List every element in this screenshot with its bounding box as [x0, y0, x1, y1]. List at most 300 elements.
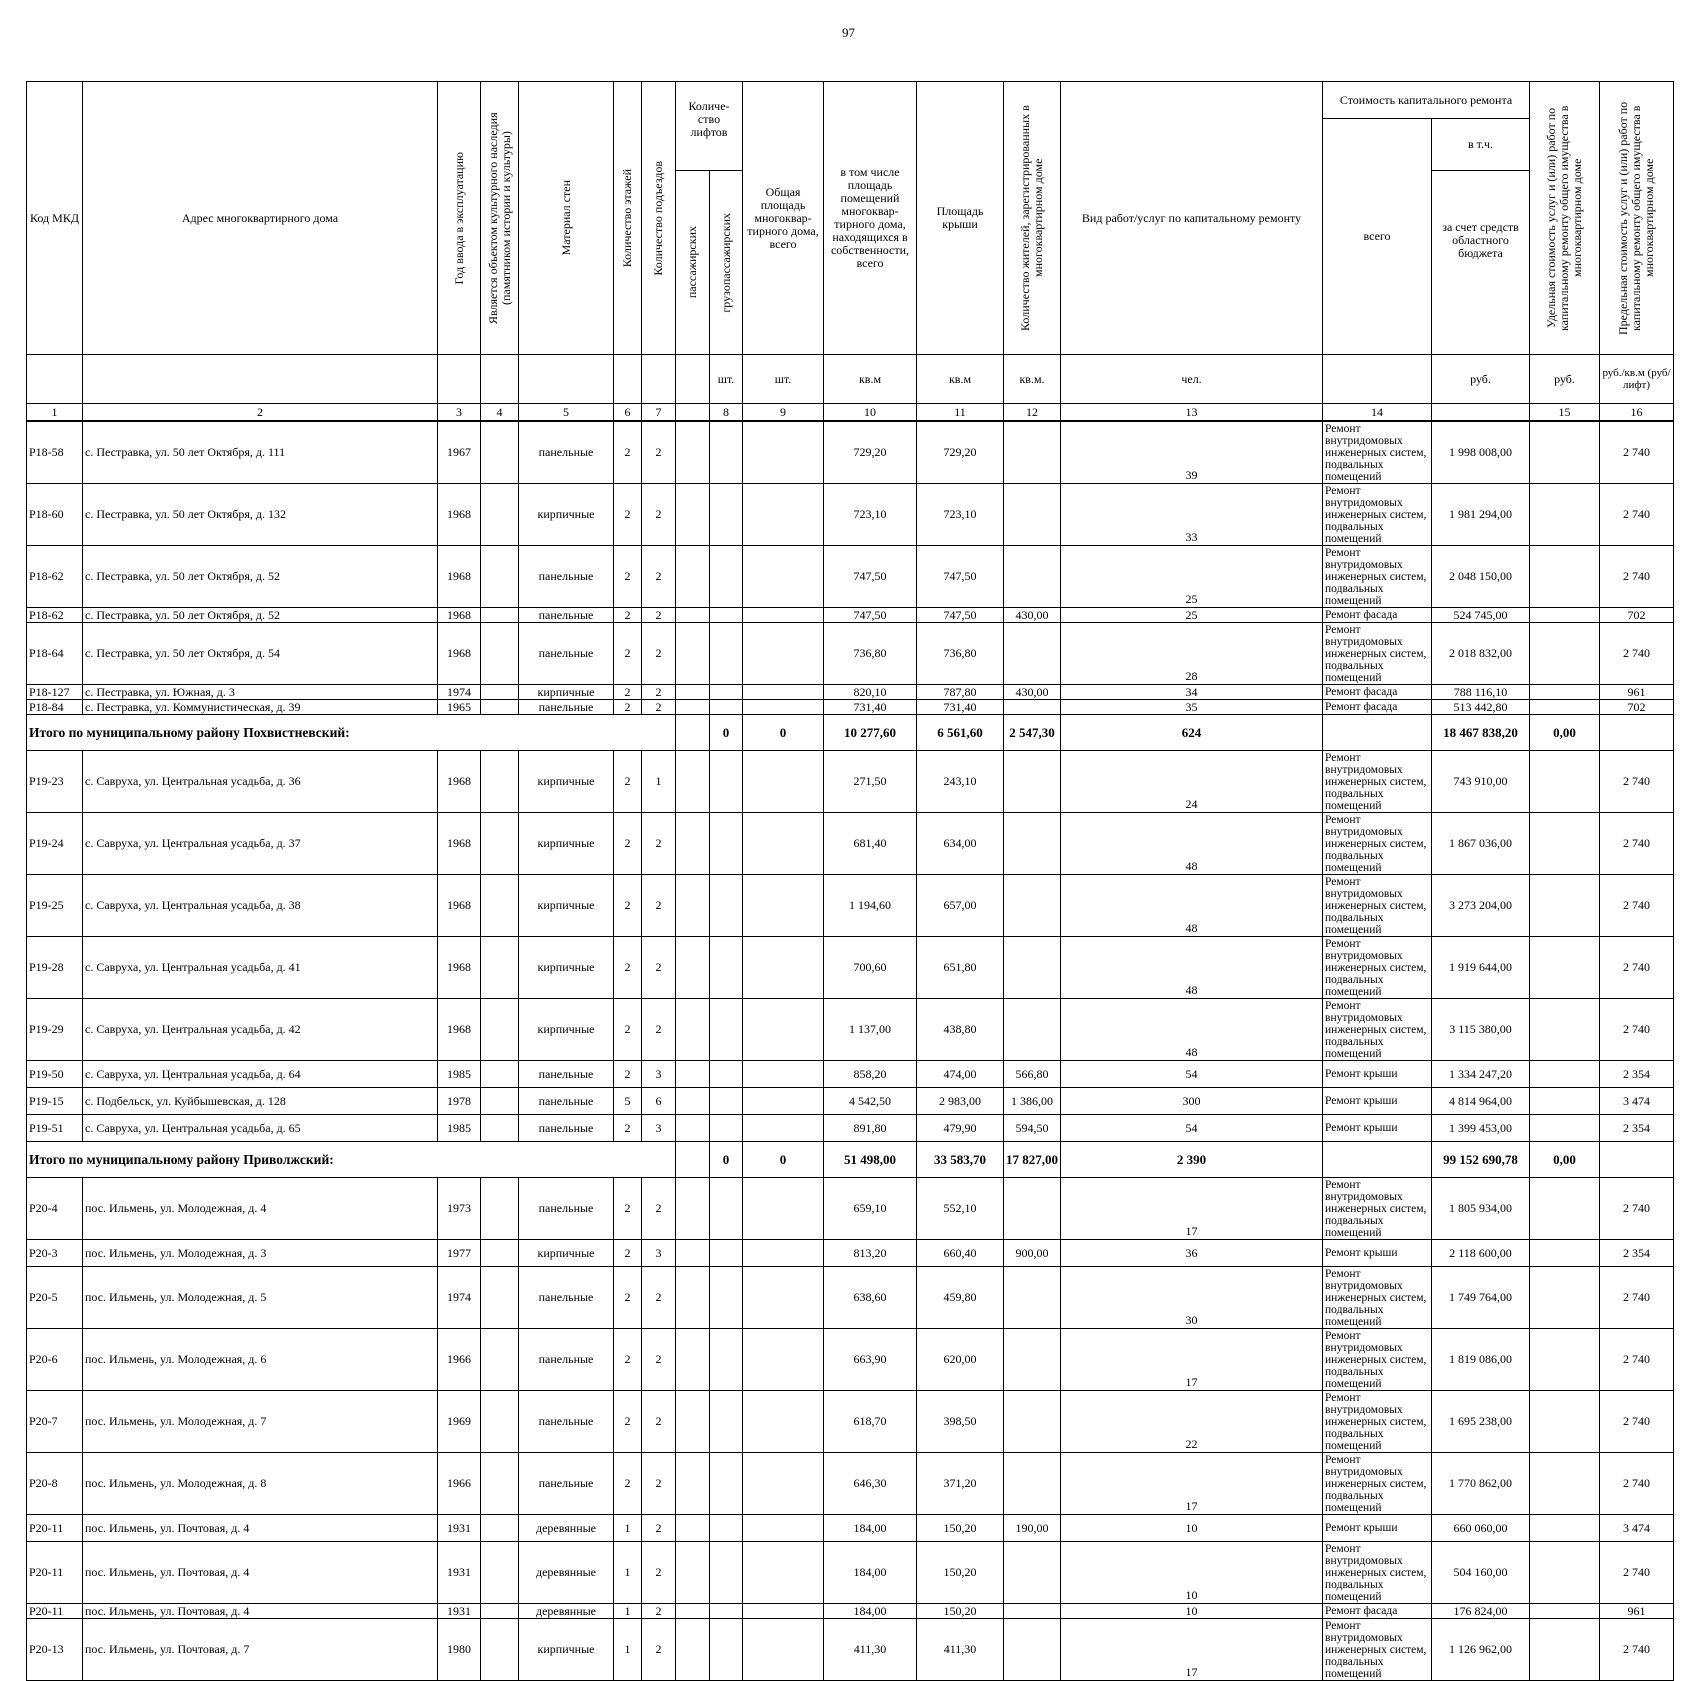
row-roof-area [1004, 1619, 1061, 1681]
row-lifts-pass [710, 421, 743, 484]
row-code: Р20-11 [27, 1515, 83, 1542]
subtotal-total-area: 10 277,60 [824, 715, 917, 751]
row-cost: 1 981 294,00 [1432, 484, 1530, 546]
row-work: Ремонт внутридомовых инженерных систем, подвальных помещений [1323, 751, 1432, 813]
row-year: 1965 [438, 700, 481, 715]
table-row [27, 1515, 1674, 1542]
table-header [27, 82, 1674, 422]
row-regional [1530, 1453, 1600, 1515]
row-cost: 788 116,10 [1432, 685, 1530, 700]
row-floors: 2 [614, 1061, 642, 1088]
subtotal-lifts-pass: 0 [710, 1142, 743, 1178]
header-lifts-passenger: пассажирских [676, 171, 710, 355]
row-cost: 743 910,00 [1432, 751, 1530, 813]
row-floors: 2 [614, 1329, 642, 1391]
row-address: пос. Ильмень, ул. Молодежная, д. 3 [83, 1240, 438, 1267]
row-address: с. Пестравка, ул. 50 лет Октября, д. 54 [83, 623, 438, 685]
header-cost: Стоимость капитального ремонта [1323, 82, 1530, 119]
row-residents: 30 [1061, 1267, 1323, 1329]
table-row [27, 1542, 1674, 1604]
row-work: Ремонт внутридомовых инженерных систем, подвальных помещений [1323, 937, 1432, 999]
table-row [27, 608, 1674, 623]
row-entrances: 1 [642, 751, 676, 813]
row-wall: панельные [519, 1115, 614, 1142]
row-heritage [481, 1088, 519, 1115]
row-entrances: 2 [642, 1329, 676, 1391]
row-unit-cost: 2 740 [1600, 421, 1674, 484]
header-unit-cost: Удельная стоимость услуг и (или) работ по капитальному ремонту общего имущества в многоквартирном доме [1530, 82, 1600, 355]
row-heritage [481, 1178, 519, 1240]
row-heritage [481, 1267, 519, 1329]
row-unit-cost: 2 354 [1600, 1061, 1674, 1088]
row-work: Ремонт фасада [1323, 700, 1432, 715]
row-total-area: 618,70 [824, 1391, 917, 1453]
table-row [27, 1267, 1674, 1329]
row-unit-cost: 2 740 [1600, 484, 1674, 546]
row-total-area: 729,20 [824, 421, 917, 484]
row-regional [1530, 999, 1600, 1061]
row-year: 1968 [438, 608, 481, 623]
row-address: с. Савруха, ул. Центральная усадьба, д. 65 [83, 1115, 438, 1142]
table-row [27, 999, 1674, 1061]
row-address: с. Пестравка, ул. 50 лет Октября, д. 52 [83, 546, 438, 608]
row-total-area: 4 542,50 [824, 1088, 917, 1115]
row-unit-cost: 702 [1600, 608, 1674, 623]
row-regional [1530, 1515, 1600, 1542]
table-row [27, 813, 1674, 875]
row-wall: кирпичные [519, 937, 614, 999]
subtotal-regional: 0,00 [1530, 715, 1600, 751]
row-entrances: 2 [642, 1515, 676, 1542]
row-total-area: 1 137,00 [824, 999, 917, 1061]
row-roof-area [1004, 1391, 1061, 1453]
row-work: Ремонт внутридомовых инженерных систем, подвальных помещений [1323, 1267, 1432, 1329]
row-code: Р18-64 [27, 623, 83, 685]
row-floors: 2 [614, 875, 642, 937]
row-total-area: 858,20 [824, 1061, 917, 1088]
row-lifts-cargo [743, 875, 824, 937]
row-year: 1966 [438, 1453, 481, 1515]
row-lifts-pass [710, 1619, 743, 1681]
row-lifts-pass [710, 623, 743, 685]
row-lifts-pass [710, 1267, 743, 1329]
row-work: Ремонт внутридомовых инженерных систем, подвальных помещений [1323, 1178, 1432, 1240]
row-regional [1530, 1267, 1600, 1329]
table-row [27, 751, 1674, 813]
row-lifts-cargo [743, 546, 824, 608]
row-floors: 2 [614, 1453, 642, 1515]
row-owned-area: 479,90 [917, 1115, 1004, 1142]
row-regional [1530, 484, 1600, 546]
row-heritage [481, 1240, 519, 1267]
row-total-area: 736,80 [824, 623, 917, 685]
row-year: 1985 [438, 1061, 481, 1088]
row-heritage [481, 1542, 519, 1604]
row-owned-area: 150,20 [917, 1542, 1004, 1604]
row-unit-cost: 2 740 [1600, 999, 1674, 1061]
row-cost: 1 126 962,00 [1432, 1619, 1530, 1681]
row-unit-cost: 2 740 [1600, 937, 1674, 999]
row-roof-area [1004, 546, 1061, 608]
row-floors: 2 [614, 999, 642, 1061]
unit-cost-total: руб. [1432, 355, 1530, 404]
row-owned-area: 787,80 [917, 685, 1004, 700]
row-wall: панельные [519, 700, 614, 715]
row-entrances: 2 [642, 1619, 676, 1681]
row-owned-area: 660,40 [917, 1240, 1004, 1267]
header-address: Адрес многоквартирного дома [83, 82, 438, 355]
row-heritage [481, 875, 519, 937]
row-owned-area: 474,00 [917, 1061, 1004, 1088]
row-residents: 28 [1061, 623, 1323, 685]
row-work: Ремонт внутридомовых инженерных систем, подвальных помещений [1323, 546, 1432, 608]
subtotal-cost: 99 152 690,78 [1432, 1142, 1530, 1178]
row-total-area: 1 194,60 [824, 875, 917, 937]
row-lifts-cargo [743, 685, 824, 700]
row-entrances: 2 [642, 813, 676, 875]
row-total-area: 638,60 [824, 1267, 917, 1329]
row-cost: 2 118 600,00 [1432, 1240, 1530, 1267]
row-unit-cost: 2 354 [1600, 1115, 1674, 1142]
row-roof-area [1004, 813, 1061, 875]
row-unit-cost: 2 740 [1600, 875, 1674, 937]
row-total-area: 184,00 [824, 1542, 917, 1604]
row-lifts-pass [710, 484, 743, 546]
table-row [27, 685, 1674, 700]
row-year: 1974 [438, 1267, 481, 1329]
row-residents: 39 [1061, 421, 1323, 484]
row-lifts-pass [710, 1604, 743, 1619]
row-entrances: 2 [642, 1178, 676, 1240]
row-lifts-cargo [743, 1453, 824, 1515]
row-residents: 25 [1061, 546, 1323, 608]
row-wall: кирпичные [519, 484, 614, 546]
row-code: Р19-28 [27, 937, 83, 999]
row-roof-area [1004, 1329, 1061, 1391]
row-lifts-cargo [743, 1515, 824, 1542]
row-lifts-pass [710, 1391, 743, 1453]
row-work: Ремонт внутридомовых инженерных систем, подвальных помещений [1323, 999, 1432, 1061]
row-year: 1968 [438, 875, 481, 937]
row-owned-area: 411,30 [917, 1619, 1004, 1681]
row-code: Р18-127 [27, 685, 83, 700]
row-unit-cost: 2 740 [1600, 1453, 1674, 1515]
row-roof-area [1004, 700, 1061, 715]
row-wall: панельные [519, 608, 614, 623]
row-code: Р19-15 [27, 1088, 83, 1115]
row-roof-area: 594,50 [1004, 1115, 1061, 1142]
row-floors: 2 [614, 484, 642, 546]
row-year: 1968 [438, 999, 481, 1061]
table-row [27, 623, 1674, 685]
table-row [27, 1240, 1674, 1267]
row-lifts-cargo [743, 751, 824, 813]
row-lifts-pass [710, 1453, 743, 1515]
row-work: Ремонт внутридомовых инженерных систем, подвальных помещений [1323, 1453, 1432, 1515]
row-regional [1530, 700, 1600, 715]
row-address: с. Савруха, ул. Центральная усадьба, д. 36 [83, 751, 438, 813]
row-year: 1978 [438, 1088, 481, 1115]
row-owned-area: 729,20 [917, 421, 1004, 484]
row-address: с. Пестравка, ул. 50 лет Октября, д. 52 [83, 608, 438, 623]
row-floors: 2 [614, 1391, 642, 1453]
table-row [27, 1115, 1674, 1142]
row-year: 1980 [438, 1619, 481, 1681]
row-lifts-pass [710, 1115, 743, 1142]
row-lifts-cargo [743, 1619, 824, 1681]
row-residents: 17 [1061, 1619, 1323, 1681]
unit-lifts-cargo: шт. [743, 355, 824, 404]
row-owned-area: 2 983,00 [917, 1088, 1004, 1115]
row-floors: 1 [614, 1619, 642, 1681]
row-residents: 54 [1061, 1061, 1323, 1088]
header-code: Код МКД [27, 82, 83, 355]
row-lifts-cargo [743, 1061, 824, 1088]
row-regional [1530, 813, 1600, 875]
row-unit-cost: 2 740 [1600, 1267, 1674, 1329]
table-row [27, 421, 1674, 484]
subtotal-cost: 18 467 838,20 [1432, 715, 1530, 751]
row-regional [1530, 1061, 1600, 1088]
row-residents: 48 [1061, 813, 1323, 875]
row-lifts-pass [710, 546, 743, 608]
header-max-cost: Предельная стоимость услуг и (или) работ по капитальному ремонту общего имущества в многоквартирном доме [1600, 82, 1674, 355]
row-owned-area: 736,80 [917, 623, 1004, 685]
row-heritage [481, 751, 519, 813]
row-floors: 5 [614, 1088, 642, 1115]
header-work: Вид работ/услуг по капитальному ремонту [1061, 82, 1323, 355]
row-entrances: 2 [642, 421, 676, 484]
row-wall: панельные [519, 1267, 614, 1329]
row-work: Ремонт внутридомовых инженерных систем, подвальных помещений [1323, 813, 1432, 875]
row-address: с. Пестравка, ул. 50 лет Октября, д. 132 [83, 484, 438, 546]
row-floors: 1 [614, 1542, 642, 1604]
row-unit-cost: 2 740 [1600, 1329, 1674, 1391]
header-year: Год ввода в эксплуатацию [438, 82, 481, 355]
row-residents: 25 [1061, 608, 1323, 623]
row-lifts-cargo [743, 1088, 824, 1115]
row-regional [1530, 623, 1600, 685]
subtotal-residents: 624 [1061, 715, 1323, 751]
row-owned-area: 723,10 [917, 484, 1004, 546]
row-heritage [481, 1453, 519, 1515]
row-owned-area: 747,50 [917, 546, 1004, 608]
row-entrances: 3 [642, 1240, 676, 1267]
row-residents: 300 [1061, 1088, 1323, 1115]
row-roof-area: 190,00 [1004, 1515, 1061, 1542]
row-roof-area [1004, 623, 1061, 685]
row-lifts-pass [710, 1178, 743, 1240]
subtotal-lifts-cargo: 0 [743, 715, 824, 751]
row-regional [1530, 1604, 1600, 1619]
row-year: 1931 [438, 1604, 481, 1619]
row-cost: 524 745,00 [1432, 608, 1530, 623]
row-total-area: 731,40 [824, 700, 917, 715]
row-owned-area: 552,10 [917, 1178, 1004, 1240]
row-code: Р20-8 [27, 1453, 83, 1515]
row-owned-area: 398,50 [917, 1391, 1004, 1453]
row-floors: 2 [614, 1267, 642, 1329]
row-heritage [481, 608, 519, 623]
table-row [27, 1604, 1674, 1619]
row-unit-cost: 3 474 [1600, 1515, 1674, 1542]
row-lifts-pass [710, 999, 743, 1061]
row-lifts-cargo [743, 937, 824, 999]
subtotal-roof-area: 17 827,00 [1004, 1142, 1061, 1178]
row-floors: 2 [614, 421, 642, 484]
row-lifts-cargo [743, 484, 824, 546]
row-year: 1974 [438, 685, 481, 700]
row-regional [1530, 1178, 1600, 1240]
table-row [27, 937, 1674, 999]
row-code: Р18-60 [27, 484, 83, 546]
row-lifts-pass [710, 1061, 743, 1088]
header-cost-regional: за счет средств областного бюджета [1432, 171, 1530, 355]
subtotal-roof-area: 2 547,30 [1004, 715, 1061, 751]
row-code: Р20-6 [27, 1329, 83, 1391]
row-lifts-pass [710, 1515, 743, 1542]
row-year: 1968 [438, 813, 481, 875]
row-entrances: 3 [642, 1061, 676, 1088]
row-code: Р19-25 [27, 875, 83, 937]
row-address: с. Савруха, ул. Центральная усадьба, д. 41 [83, 937, 438, 999]
row-roof-area: 900,00 [1004, 1240, 1061, 1267]
row-work: Ремонт крыши [1323, 1061, 1432, 1088]
page-number: 97 [842, 25, 855, 40]
row-lifts-pass [710, 1088, 743, 1115]
row-heritage [481, 1604, 519, 1619]
row-regional [1530, 1240, 1600, 1267]
row-floors: 2 [614, 1240, 642, 1267]
row-year: 1931 [438, 1515, 481, 1542]
row-address: с. Пестравка, ул. Южная, д. 3 [83, 685, 438, 700]
row-unit-cost: 702 [1600, 700, 1674, 715]
row-lifts-cargo [743, 1542, 824, 1604]
row-address: с. Пестравка, ул. Коммунистическая, д. 39 [83, 700, 438, 715]
row-regional [1530, 421, 1600, 484]
row-work: Ремонт внутридомовых инженерных систем, подвальных помещений [1323, 421, 1432, 484]
row-wall: панельные [519, 1088, 614, 1115]
row-regional [1530, 1619, 1600, 1681]
row-lifts-cargo [743, 1178, 824, 1240]
header-cost-incl: в т.ч. [1432, 119, 1530, 171]
unit-owned-area: кв.м [917, 355, 1004, 404]
row-entrances: 2 [642, 700, 676, 715]
header-owned-area: в том числе площадь помещений многоквар-тирного дома, находящихся в собственности, всего [824, 82, 917, 355]
row-cost: 1 919 644,00 [1432, 937, 1530, 999]
row-roof-area [1004, 1604, 1061, 1619]
row-code: Р18-84 [27, 700, 83, 715]
row-entrances: 2 [642, 875, 676, 937]
row-entrances: 2 [642, 1453, 676, 1515]
row-total-area: 659,10 [824, 1178, 917, 1240]
row-entrances: 2 [642, 1391, 676, 1453]
table-row [27, 546, 1674, 608]
header-lifts: Количе-ство лифтов [676, 82, 743, 171]
row-unit-cost: 2 740 [1600, 813, 1674, 875]
row-roof-area [1004, 1453, 1061, 1515]
row-wall: деревянные [519, 1542, 614, 1604]
table-row [27, 1329, 1674, 1391]
column-numbers-row: 1 2 3 4 5 6 7 8 9 10 11 12 13 14 15 16 [27, 404, 1674, 422]
row-code: Р20-11 [27, 1604, 83, 1619]
table-row [27, 1178, 1674, 1240]
row-owned-area: 438,80 [917, 999, 1004, 1061]
row-total-area: 747,50 [824, 546, 917, 608]
row-entrances: 2 [642, 546, 676, 608]
header-wall: Материал стен [519, 82, 614, 355]
row-residents: 22 [1061, 1391, 1323, 1453]
row-roof-area [1004, 484, 1061, 546]
row-code: Р20-11 [27, 1542, 83, 1604]
row-total-area: 646,30 [824, 1453, 917, 1515]
row-work: Ремонт крыши [1323, 1088, 1432, 1115]
row-address: пос. Ильмень, ул. Молодежная, д. 4 [83, 1178, 438, 1240]
table-row [27, 700, 1674, 715]
row-cost: 1 805 934,00 [1432, 1178, 1530, 1240]
row-heritage [481, 1515, 519, 1542]
row-entrances: 2 [642, 999, 676, 1061]
row-total-area: 700,60 [824, 937, 917, 999]
row-regional [1530, 1391, 1600, 1453]
row-work: Ремонт внутридомовых инженерных систем, подвальных помещений [1323, 1391, 1432, 1453]
row-wall: панельные [519, 546, 614, 608]
row-code: Р19-29 [27, 999, 83, 1061]
header-heritage: Является объектом культурного наследия (памятником истории и культуры) [481, 82, 519, 355]
row-year: 1931 [438, 1542, 481, 1604]
row-code: Р20-13 [27, 1619, 83, 1681]
row-floors: 2 [614, 608, 642, 623]
row-code: Р19-50 [27, 1061, 83, 1088]
row-roof-area [1004, 999, 1061, 1061]
row-lifts-pass [710, 813, 743, 875]
row-code: Р20-7 [27, 1391, 83, 1453]
subtotal-regional: 0,00 [1530, 1142, 1600, 1178]
row-residents: 10 [1061, 1542, 1323, 1604]
row-owned-area: 747,50 [917, 608, 1004, 623]
row-address: с. Подбельск, ул. Куйбышевская, д. 128 [83, 1088, 438, 1115]
row-lifts-cargo [743, 1391, 824, 1453]
row-residents: 10 [1061, 1515, 1323, 1542]
row-address: с. Савруха, ул. Центральная усадьба, д. 38 [83, 875, 438, 937]
table-row [27, 1088, 1674, 1115]
row-code: Р20-4 [27, 1178, 83, 1240]
row-address: пос. Ильмень, ул. Молодежная, д. 5 [83, 1267, 438, 1329]
row-year: 1977 [438, 1240, 481, 1267]
row-cost: 504 160,00 [1432, 1542, 1530, 1604]
row-year: 1985 [438, 1115, 481, 1142]
row-owned-area: 459,80 [917, 1267, 1004, 1329]
row-floors: 2 [614, 623, 642, 685]
row-address: пос. Ильмень, ул. Почтовая, д. 4 [83, 1542, 438, 1604]
row-regional [1530, 1115, 1600, 1142]
row-residents: 17 [1061, 1329, 1323, 1391]
header-floors: Количество этажей [614, 82, 642, 355]
row-code: Р18-58 [27, 421, 83, 484]
row-owned-area: 651,80 [917, 937, 1004, 999]
row-heritage [481, 1061, 519, 1088]
row-entrances: 6 [642, 1088, 676, 1115]
row-owned-area: 371,20 [917, 1453, 1004, 1515]
row-year: 1966 [438, 1329, 481, 1391]
subtotal-lifts-pass: 0 [710, 715, 743, 751]
row-lifts-pass [710, 1542, 743, 1604]
row-floors: 2 [614, 546, 642, 608]
row-entrances: 2 [642, 937, 676, 999]
row-wall: панельные [519, 1453, 614, 1515]
row-cost: 2 048 150,00 [1432, 546, 1530, 608]
row-heritage [481, 813, 519, 875]
